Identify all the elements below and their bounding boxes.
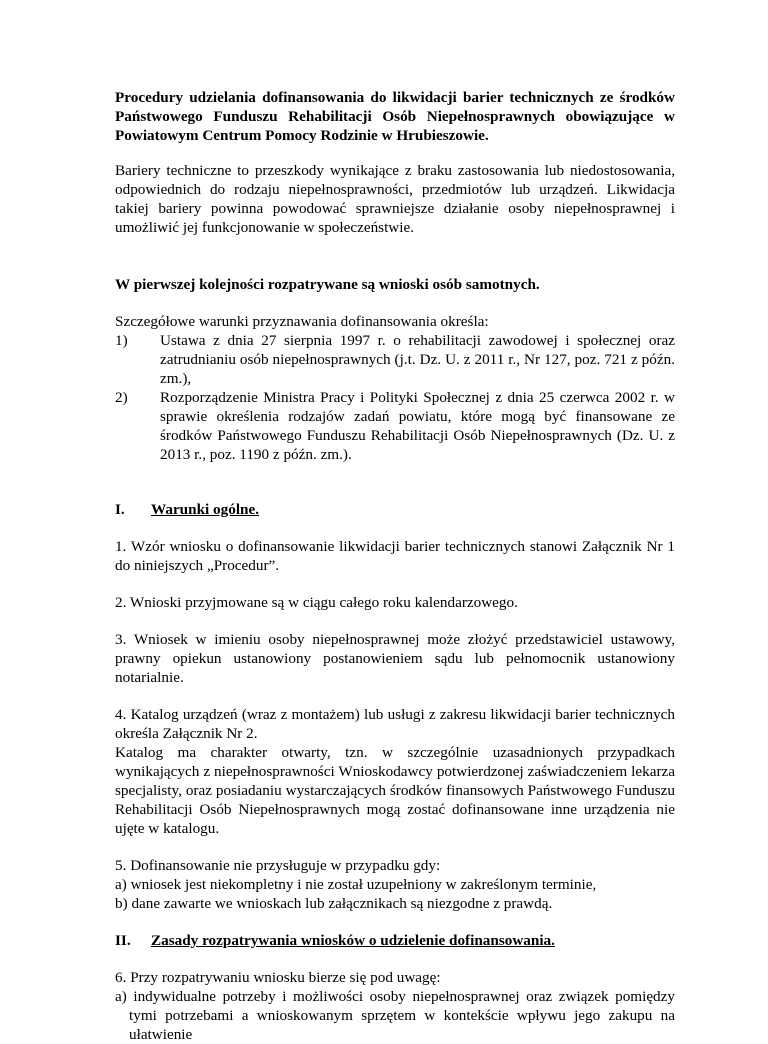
legal-basis-number: 1) <box>115 332 128 349</box>
point-4: 4. Katalog urządzeń (wraz z montażem) lub usługi z zakresu likwidacji barier technicznych określa Załącznik Nr 2. <box>115 706 675 742</box>
section-heading-general <box>115 500 675 519</box>
point-5: 5. Dofinansowanie nie przysługuje w przypadku gdy: <box>115 857 441 874</box>
legal-basis-number: 2) <box>115 389 128 406</box>
priority-statement: W pierwszej kolejności rozpatrywane są wnioski osób samotnych. <box>115 276 540 293</box>
point-6: 6. Przy rozpatrywaniu wniosku bierze się pod uwagę: <box>115 969 441 986</box>
point-5-a: a) wniosek jest niekompletny i nie został uzupełniony w zakreślonym terminie, <box>115 876 597 893</box>
point-2: 2. Wnioski przyjmowane są w ciągu całego roku kalendarzowego. <box>115 594 518 611</box>
legal-basis-item <box>115 388 675 464</box>
point-6-a: a) indywidualne potrzeby i możliwości osoby niepełnosprawnej oraz związek pomiędzy tymi potrzebami a wnioskowanym sprzętem w kontekście wpływu jego zakupu na ułatwienie <box>115 988 675 1043</box>
legal-basis-text: Rozporządzenie Ministra Pracy i Polityki Społecznej z dnia 25 czerwca 2002 r. w sprawie określenia rodzajów zadań powiatu, które mogą być finansowane ze środków Państwowego Funduszu Rehabilitacji Osób Niepełnosprawnych (Dz. U. z 2013 r., poz. 1190 z późn. zm.). <box>160 389 675 463</box>
section-heading-rules <box>115 931 675 950</box>
intro-paragraph: Bariery techniczne to przeszkody wynikające z braku zastosowania lub niedostosowania, odpowiednich do rodzaju niepełnosprawności, przedmiotów lub urządzeń. Likwidacja takiej bariery powinna powodować sprawniejsze działanie osoby niepełnosprawnej i umożliwić jej funkcjonowanie w społeczeństwie. <box>115 162 675 236</box>
point-4-catalog-note: Katalog ma charakter otwarty, tzn. w szczególnie uzasadnionych przypadkach wynikających z niepełnosprawności Wnioskodawcy potwierdzonej zaświadczeniem lekarza specjalisty, oraz posiadaniu wystarczających środków finansowych Państwowego Funduszu Rehabilitacji Osób Niepełnosprawnych mogą zostać dofinansowane inne urządzenia nie ujęte w katalogu. <box>115 744 675 837</box>
legal-bases-list <box>115 331 675 464</box>
section-number: II. <box>115 932 131 949</box>
document-page <box>115 80 675 1044</box>
point-5-b: b) dane zawarte we wnioskach lub załącznikach są niezgodne z prawdą. <box>115 895 553 912</box>
section-title: Warunki ogólne. <box>151 501 260 518</box>
section-number: I. <box>115 501 125 518</box>
legal-basis-text: Ustawa z dnia 27 sierpnia 1997 r. o rehabilitacji zawodowej i społecznej oraz zatrudnianiu osób niepełnosprawnych (j.t. Dz. U. z 2011 r., Nr 127, poz. 721 z późn. zm.), <box>160 332 675 387</box>
point-3: 3. Wniosek w imieniu osoby niepełnosprawnej może złożyć przedstawiciel ustawowy, prawny opiekun ustanowiony postanowieniem sądu lub pełnomocnik ustanowiony notarialnie. <box>115 631 675 686</box>
legal-basis-item <box>115 331 675 388</box>
details-lead: Szczegółowe warunki przyznawania dofinansowania określa: <box>115 313 489 330</box>
section-title: Zasady rozpatrywania wniosków o udzielenie dofinansowania. <box>151 932 555 949</box>
point-1: 1. Wzór wniosku o dofinansowanie likwidacji barier technicznych stanowi Załącznik Nr 1 do niniejszych „Procedur”. <box>115 538 675 574</box>
document-title: Procedury udzielania dofinansowania do likwidacji barier technicznych ze środków Państwowego Funduszu Rehabilitacji Osób Niepełnosprawnych obowiązujące w Powiatowym Centrum Pomocy Rodzinie w Hrubieszowie. <box>115 89 675 144</box>
